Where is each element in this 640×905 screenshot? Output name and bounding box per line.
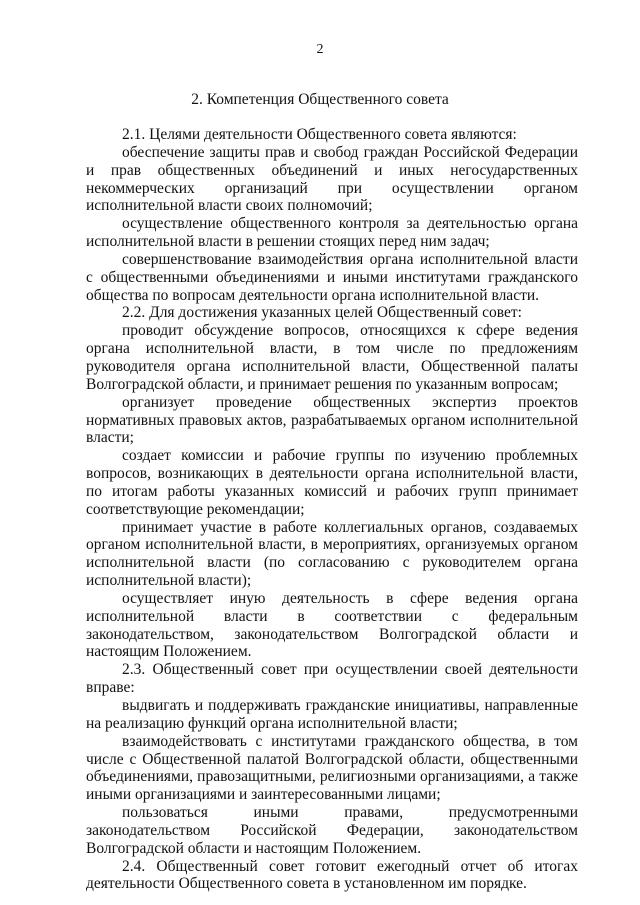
paragraph: совершенствование взаимодействия органа исполнительной власти с общественными объединениями и иными институтами гражданского общества по вопросам деятельности органа исполнительной власти.	[86, 250, 578, 304]
paragraph: обеспечение защиты прав и свобод граждан Российской Федерации и прав общественных объединений и иных негосударственных некоммерческих организаций при осуществлении органом исполнительной власти своих полномочий;	[86, 143, 578, 215]
paragraph: создает комиссии и рабочие группы по изучению проблемных вопросов, возникающих в деятельности органа исполнительной власти, по итогам работы указанных комиссий и рабочих групп принимает соответствующие рекомендации;	[86, 447, 578, 518]
paragraph: проводит обсуждение вопросов, относящихся к сфере ведения органа исполнительной власти, в том числе по предложениям руководителя органа исполнительной власти, Общественной палаты Волгоградской области, и принимает решения по указанным вопросам;	[86, 322, 578, 393]
page-number: 2	[316, 42, 324, 57]
paragraph: осуществляет иную деятельность в сфере ведения органа исполнительной власти в соответствии с федеральным законодательством, законодательством Волгоградской области и настоящим Положением.	[86, 589, 578, 661]
paragraph: пользоваться иными правами, предусмотренными законодательством Российской Федерации, законодательством Волгоградской области и настоящим Положением.	[86, 804, 578, 857]
section-heading: 2. Компетенция Общественного совета	[191, 91, 449, 108]
paragraph: взаимодействовать с институтами гражданского общества, в том числе с Общественной палатой Волгоградской области, общественными объединениями, правозащитными, религиозными организациями, а также иными организациями и заинтересованными лицами;	[86, 732, 578, 804]
paragraph: осуществление общественного контроля за деятельностью органа исполнительной власти в решении стоящих перед ним задач;	[86, 215, 578, 251]
paragraph: принимает участие в работе коллегиальных органов, создаваемых органом исполнительной власти, в мероприятиях, организуемых органом исполнительной власти (по согласованию с руководителем органа исполнительной власти);	[86, 518, 578, 590]
document-body	[86, 126, 578, 893]
paragraph: выдвигать и поддерживать гражданские инициативы, направленные на реализацию функций органа исполнительной власти;	[86, 697, 578, 732]
paragraph-2-1: 2.1. Целями деятельности Общественного совета являются:	[122, 126, 517, 143]
paragraph-2-3: 2.3. Общественный совет при осуществлении своей деятельности вправе:	[86, 661, 578, 697]
paragraph: организует проведение общественных экспертиз проектов нормативных правовых актов, разрабатываемых органом исполнительной власти;	[86, 393, 578, 447]
paragraph-2-2: 2.2. Для достижения указанных целей Общественный совет:	[122, 304, 522, 322]
paragraph-2-4: 2.4. Общественный совет готовит ежегодный отчет об итогах деятельности Общественного совета в установленном им порядке.	[86, 857, 578, 893]
